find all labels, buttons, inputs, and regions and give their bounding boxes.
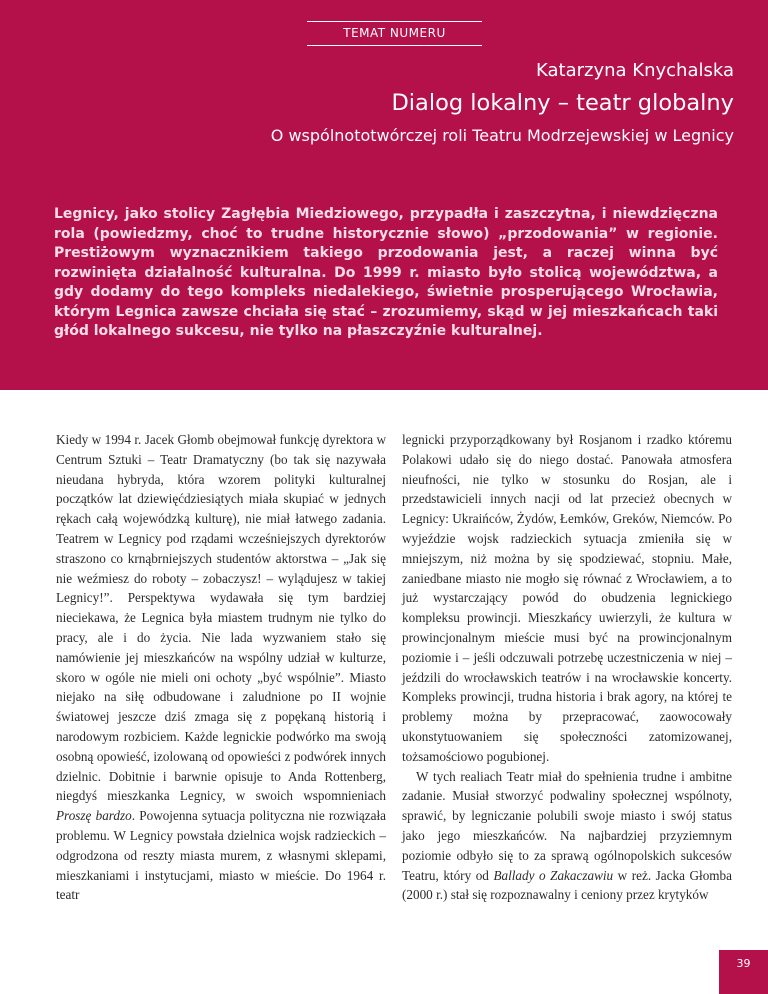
article-subtitle: O wspólnototwórczej roli Teatru Modrzejewskiej w Legnicy xyxy=(270,126,734,145)
body-paragraph xyxy=(402,767,732,906)
body-text: Kiedy w 1994 r. Jacek Głomb obejmował funkcję dyrektora w Centrum Sztuki – Teatr Dramatyczny (bo tak się nazywała nieudana hybryda, która wzorem polityki kulturalnej początków lat dziewięćdziesiątych miała skupiać w jednych rękach całą wojewódzką kulturę), nie miał łatwego zadania. Teatrem w Legnicy pod rządami wcześniejszych dyrektorów straszono co krnąbrniejszych studentów aktorstwa – „Jak się nie weźmiesz do roboty – zobaczysz! – wylądujesz w takiej Legnicy!”. Perspektywa wydawała się tym bardziej nieciekawa, że Legnica była miastem trudnym nie tylko do pracy, ale i do życia. Nie lada wyzwaniem stało się namówienie jej mieszkańców na wspólny udział w kulturze, skoro w ogóle nie mieli oni ochoty „być wspólnie”. Miasto niejako na siłę odbudowane i zaludnione po II wojnie światowej jeszcze dziś zmaga się z popękaną historią i narodowym rozbiciem. Każde legnickie podwórko ma swoją osobną opowieść, izolowaną od opowieści z podwórek innych dzielnic. Dobitnie i barwnie opisuje to Anda Rottenberg, niegdyś mieszkanka Legnicy, w swoich wspomnieniach xyxy=(56,432,386,804)
book-title: Proszę bardzo xyxy=(56,808,132,824)
body-text: W tych realiach Teatr miał do spełnienia trudne i ambitne zadanie. Musiał stworzyć podwaliny społecznej wspólnoty, sprawić, by legniczanie polubili swoje miasto i swój status jako jego mieszkańców. Na najbardziej przyziemnym poziomie odbyło się to za sprawą ogólnopolskich sukcesów Teatru, który od xyxy=(402,768,732,883)
section-rule-bottom xyxy=(307,45,482,46)
body-paragraph: legnicki przyporządkowany był Rosjanom i rzadko któremu Polakowi udało się do niego dostać. Panowała atmosfera nieufności, nie tylko w stosunku do Rosjan, ale i przedstawicieli innych nacji od lat przecież obecnych w Legnicy: Ukraińców, Żydów, Łemków, Greków, Niemców. Po wyjeździe wojsk radzieckich sytuacja zmieniła się w mniejszym, niż można by się spodziewać, stopniu. Małe, zaniedbane miasto nie mogło się równać z Wrocławiem, a to już wystarczający powód do obudzenia legnickiego kompleksu prowincji. Mieszkańcy uwierzyli, że kultura w prowincjonalnym mieście musi być na prowincjonalnym poziomie i – jeśli odczuwali potrzebę uczestniczenia w niej – jeździli do wrocławskich teatrów i na wrocławskie koncerty. Kompleks prowincji, trudna historia i brak agory, na której te problemy można by przepracować, zaowocowały ukonstytuowaniem się społeczności zatomizowanej, tożsamościowo pogubionej. xyxy=(402,432,732,764)
body-text: . Powojenna sytuacja polityczna nie rozwiązała problemu. W Legnicy powstała dzielnica wojsk radzieckich – odgrodzona od reszty miasta murem, z własnymi sklepami, mieszkaniami i instytucjami, miasto w mieście. Do 1964 r. teatr xyxy=(56,808,387,903)
body-paragraph xyxy=(56,430,386,905)
author-name: Katarzyna Knychalska xyxy=(536,60,734,81)
section-rule-top xyxy=(307,21,482,22)
article-title: Dialog lokalny – teatr globalny xyxy=(391,90,734,116)
body-column-left xyxy=(56,430,386,905)
body-text: w reż. Jacka Głomba (2000 r.) stał się rozpoznawalny i ceniony przez krytyków xyxy=(402,867,732,903)
play-title: Ballady o Zakaczawiu xyxy=(493,867,614,883)
header-banner xyxy=(0,0,768,390)
page-number: 39 xyxy=(719,950,768,994)
body-column-right xyxy=(402,430,732,905)
section-label: TEMAT NUMERU xyxy=(343,26,446,40)
lead-paragraph: Legnicy, jako stolicy Zagłębia Miedziowego, przypadła i zaszczytna, i niewdzięczna rola (powiedzmy, choć to trudne historycznie słowo) „przodowania” w regionie. Prestiżowym wyznacznikiem takiego przodowania jest, a raczej winna być rozwinięta działalność kulturalna. Do 1999 r. miasto było stolicą województwa, a gdy dodamy do tego kompleks niedalekiego, świetnie prosperującego Wrocławia, którym Legnica zawsze chciała się stać – zrozumiemy, skąd w jej mieszkańcach taki głód lokalnego sukcesu, nie tylko na płaszczyźnie kulturalnej. xyxy=(54,206,718,339)
